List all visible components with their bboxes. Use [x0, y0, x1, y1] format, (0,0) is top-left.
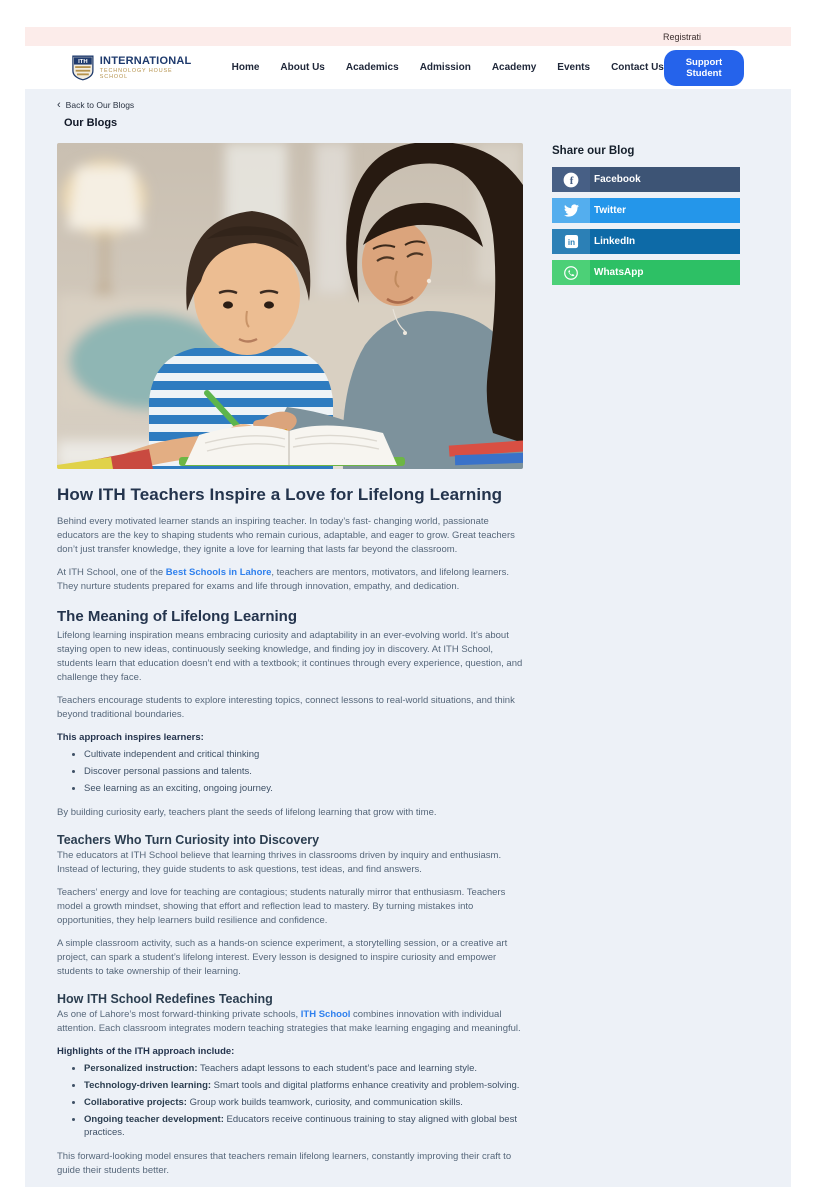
nav-contact-us[interactable]: Contact Us: [611, 62, 664, 73]
share-label: Facebook: [594, 174, 641, 185]
approach-lead-in: This approach inspires learners:: [57, 732, 204, 743]
back-link-label: Back to Our Blogs: [65, 100, 135, 110]
site-header: [25, 46, 791, 89]
section-heading-meaning: The Meaning of Lifelong Learning: [57, 608, 297, 625]
highlight-term: Technology-driven learning:: [84, 1080, 212, 1091]
share-whatsapp-button[interactable]: [552, 260, 740, 285]
blog-article: [57, 143, 523, 1187]
register-link[interactable]: Registrati: [662, 31, 701, 42]
share-label: LinkedIn: [594, 236, 636, 247]
highlights-list: [57, 1062, 523, 1139]
highlight-text: Teachers adapt lessons to each student’s pace and learning style.: [197, 1063, 478, 1074]
paragraph-text: At ITH School, one of the: [57, 567, 166, 578]
article-paragraph: A simple classroom activity, such as a hands-on science experiment, a storytelling session, or a creative art project, can spark a student’s lifelong interest. Every lesson is designed to inspire curiosity and empower students to take ownership of their learning.: [57, 938, 508, 977]
open-book: [179, 425, 405, 466]
page-title: Our Blogs: [64, 117, 118, 129]
nav-academy[interactable]: Academy: [491, 62, 537, 73]
article-paragraph: [57, 1008, 523, 1036]
logo-wordmark: [100, 55, 194, 80]
highlight-text: Smart tools and digital platforms enhance creativity and problem-solving.: [211, 1080, 520, 1091]
twitter-icon: [564, 203, 579, 218]
logo-shield-icon: [72, 54, 94, 82]
nav-events[interactable]: Events: [557, 62, 591, 73]
share-label: WhatsApp: [594, 267, 644, 278]
main-content: [25, 89, 791, 1187]
share-linkedin-button[interactable]: [552, 229, 740, 254]
article-paragraph: By building curiosity early, teachers plant the seeds of lifelong learning that grow with time.: [57, 807, 437, 818]
list-item: • See learning as an exciting, ongoing journey.: [84, 782, 523, 795]
paragraph-text: combines innovation with individual attention. Each classroom integrates modern teaching strategies that make learning engaging and meaningful.: [57, 1009, 521, 1034]
nav-admission[interactable]: Admission: [419, 62, 471, 73]
support-student-button[interactable]: Support Student: [664, 50, 744, 86]
article-paragraph: Lifelong learning inspiration means embracing curiosity and adaptability in an ever-evolving world. It’s about staying open to new ideas, continuously seeking knowledge, and finding joy in discovery. At ITH School, students learn that education doesn’t end with a textbook; it continues through every experience, question, and challenge they face.: [57, 630, 523, 683]
back-to-blogs-link[interactable]: [57, 100, 791, 110]
school-logo[interactable]: [72, 54, 194, 82]
approach-list: [57, 748, 523, 795]
list-item: [84, 1079, 523, 1092]
article-paragraph: [57, 566, 523, 594]
svg-text:in: in: [567, 237, 575, 247]
highlight-text: Educators receive continuous training to stay aligned with global best practices.: [84, 1114, 517, 1138]
chevron-left-icon: ‹: [57, 99, 61, 111]
list-item: • Discover personal passions and talents.: [84, 765, 523, 778]
article-paragraph: Teachers encourage students to explore interesting topics, connect lessons to real-world situations, and think beyond traditional boundaries.: [57, 695, 515, 720]
nav-academics[interactable]: Academics: [345, 62, 399, 73]
share-facebook-button[interactable]: [552, 167, 740, 192]
section-heading-curiosity: Teachers Who Turn Curiosity into Discovery: [57, 833, 320, 847]
section-heading-redefines: How ITH School Redefines Teaching: [57, 992, 273, 1006]
share-label: Twitter: [594, 205, 627, 216]
main-nav: [232, 62, 664, 73]
article-paragraph: Teachers’ energy and love for teaching are contagious; students naturally mirror that enthusiasm. Teachers model a growth mindset, showing that effort and reflection lead to mastery. By turning mistakes into opportunities, they help learners build resilience and confidence.: [57, 887, 506, 926]
nav-about-us[interactable]: About Us: [280, 62, 325, 73]
logo-subtitle: TECHNOLOGY HOUSE SCHOOL: [99, 68, 173, 80]
best-schools-link[interactable]: Best Schools in Lahore: [165, 567, 272, 578]
share-sidebar: [552, 143, 740, 1187]
highlights-lead-in: Highlights of the ITH approach include:: [57, 1046, 235, 1057]
highlight-term: Ongoing teacher development:: [84, 1114, 224, 1125]
whatsapp-icon: [563, 265, 579, 281]
blog-hero-image: [57, 143, 523, 469]
facebook-icon: [563, 172, 579, 188]
share-title: Share our Blog: [552, 145, 635, 157]
linkedin-icon: [564, 234, 579, 249]
nav-home[interactable]: Home: [231, 62, 260, 73]
highlight-term: Personalized instruction:: [84, 1063, 198, 1074]
paragraph-text: , teachers are mentors, motivators, and lifelong learners. They nurture students prepared for exams and life through innovation, empathy, and dedication.: [57, 567, 509, 592]
list-item: • Cultivate independent and critical thinking: [84, 748, 523, 761]
list-item: [84, 1062, 523, 1075]
share-twitter-button[interactable]: [552, 198, 740, 223]
svg-text:f: f: [569, 174, 574, 187]
article-paragraph: Behind every motivated learner stands an inspiring teacher. In today’s fast- changing world, passionate educators are the key to shaping students who remain curious, adaptable, and eager to grow. Great teachers don’t just transfer knowledge, they ignite a love for learning that lasts far beyond the classroom.: [57, 516, 515, 555]
top-announcement-bar: [25, 27, 791, 46]
list-item: [84, 1113, 523, 1139]
highlight-term: Collaborative projects:: [84, 1097, 187, 1108]
paragraph-text: As one of Lahore’s most forward-thinking private schools,: [57, 1009, 301, 1020]
article-paragraph: The educators at ITH School believe that learning thrives in classrooms driven by inquiry and enthusiasm. Instead of lecturing, they guide students to ask questions, test ideas, and find answers.: [57, 850, 502, 875]
article-paragraph: This forward-looking model ensures that teachers remain lifelong learners, constantly improving their craft to guide their students better.: [57, 1151, 512, 1176]
svg-text:ITH: ITH: [78, 58, 88, 65]
article-title: How ITH Teachers Inspire a Love for Lifelong Learning: [57, 485, 503, 504]
list-item: [84, 1096, 523, 1109]
logo-name: INTERNATIONAL: [99, 55, 192, 67]
ith-school-link[interactable]: ITH School: [300, 1009, 351, 1020]
highlight-text: Group work builds teamwork, curiosity, and communication skills.: [186, 1097, 463, 1108]
